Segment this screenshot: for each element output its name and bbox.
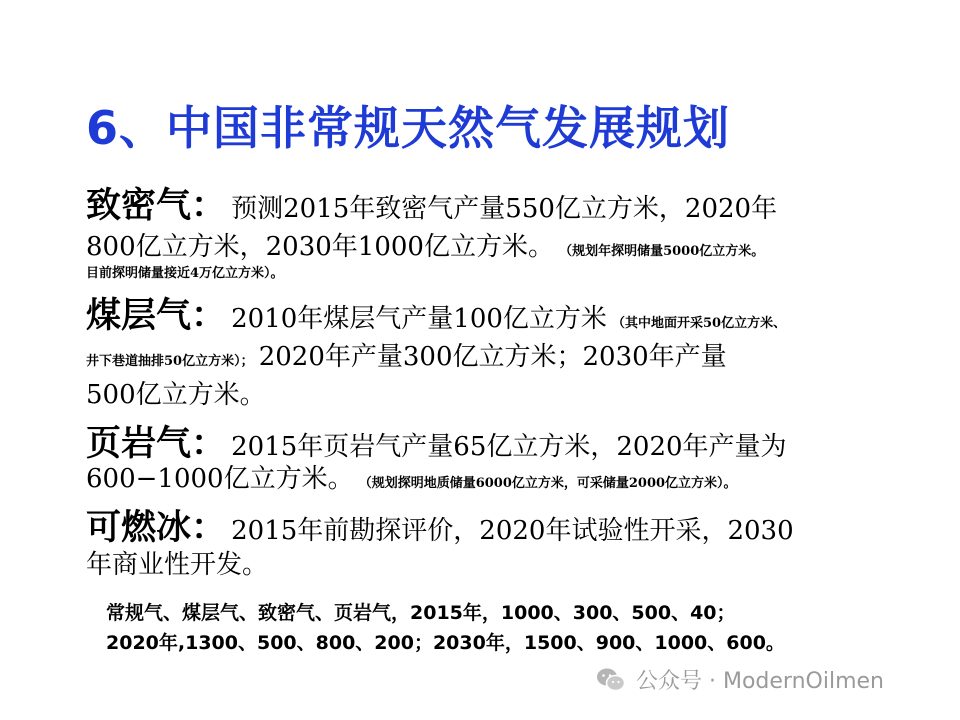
watermark-text: 公众号 · ModernOilmen — [636, 669, 884, 694]
shale-label: 页岩气： — [86, 424, 227, 464]
tight-gas-text-1: 预测2015年致密气产量550亿立方米，2020年 — [231, 194, 778, 224]
hydrate-text-1: 2015年前勘探评价，2020年试验性开采，2030 — [231, 516, 794, 546]
shale-line-2 — [86, 458, 737, 495]
cbm-label: 煤层气： — [86, 296, 227, 336]
summary-box — [106, 598, 785, 658]
page-title: 6、中国非常规天然气发展规划 — [86, 101, 731, 155]
cbm-note-a: （其中地面开采50亿立方米、 — [612, 316, 787, 331]
tight-gas-line-2 — [86, 226, 764, 263]
cbm-text-2: 2020年产量300亿立方米；2030年产量 — [258, 342, 727, 372]
tight-gas-line-3 — [86, 262, 284, 281]
watermark — [596, 664, 884, 695]
summary-line-1: 常规气、煤层气、致密气、页岩气，2015年，1000、300、500、40； — [106, 602, 736, 624]
summary-line-2: 2020年,1300、500、800、200；2030年，1500、900、1000、600。 — [106, 632, 785, 654]
shale-text-1: 2015年页岩气产量65亿立方米，2020年产量为 — [231, 432, 787, 462]
hydrate-label: 可燃冰： — [86, 508, 227, 548]
cbm-line-1 — [86, 288, 786, 338]
tight-gas-line-1 — [86, 178, 777, 228]
cbm-line-3 — [86, 374, 266, 411]
hydrate-line-2 — [86, 544, 268, 581]
tight-gas-note-b: 目前探明储量接近4万亿立方米）。 — [86, 266, 284, 281]
tight-gas-label: 致密气： — [86, 186, 227, 226]
hydrate-text-2: 年商业性开发。 — [86, 550, 269, 580]
shale-note: （规划探明地质储量6000亿立方米，可采储量2000亿立方米）。 — [358, 476, 737, 491]
hydrate-line-1 — [86, 500, 794, 550]
tight-gas-text-2: 800亿立方米，2030年1000亿立方米。 — [86, 232, 554, 262]
tight-gas-note-a: （规划年探明储量5000亿立方米。 — [559, 244, 765, 259]
cbm-line-2 — [86, 336, 727, 373]
cbm-text-3: 500亿立方米。 — [86, 380, 266, 410]
wechat-icon — [596, 667, 626, 693]
shale-text-2: 600−1000亿立方米。 — [86, 464, 354, 494]
cbm-text-1: 2010年煤层气产量100亿立方米 — [231, 304, 607, 334]
cbm-note-b: 井下巷道抽排50亿立方米）； — [86, 354, 254, 369]
